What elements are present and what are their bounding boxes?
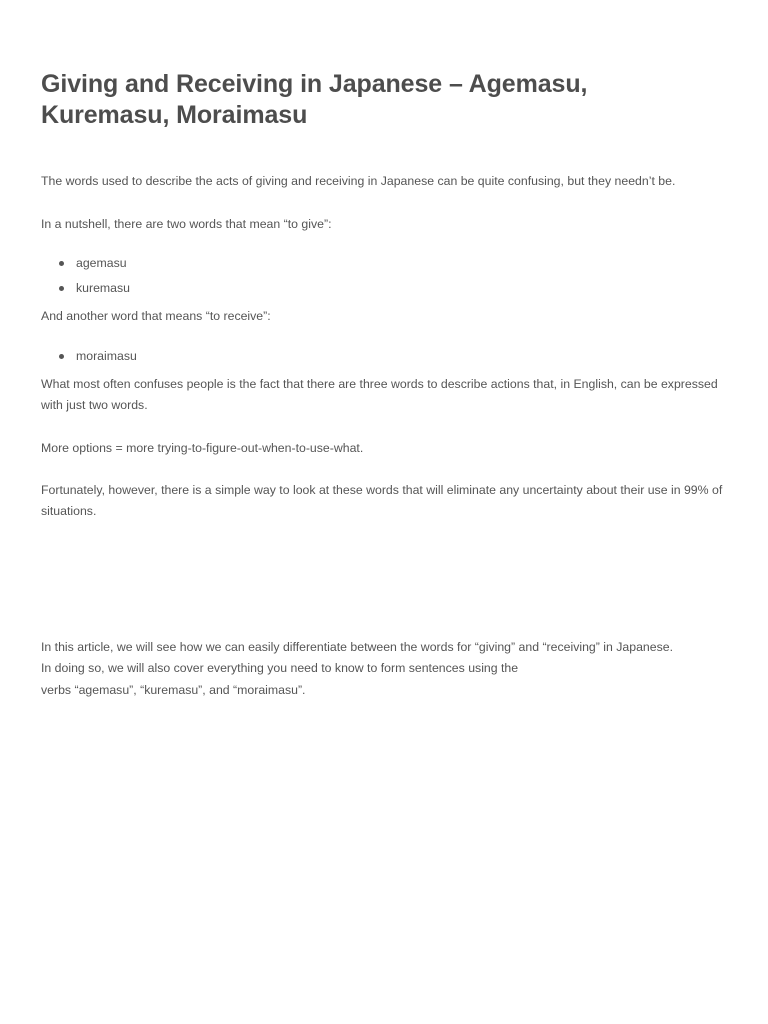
article-scope-line-2: In doing so, we will also cover everything you need to know to form sentences using the xyxy=(41,661,519,675)
list-item-label: moraimasu xyxy=(76,349,137,363)
list-item-label: kuremasu xyxy=(76,281,130,295)
list-item xyxy=(41,276,130,301)
options-paragraph: More options = more trying-to-figure-out-when-to-use-what. xyxy=(41,441,364,455)
give-words-list xyxy=(41,251,130,301)
intro-paragraph: The words used to describe the acts of giving and receiving in Japanese can be quite confusing, but they needn’t be. xyxy=(41,174,676,188)
article-title: Giving and Receiving in Japanese – Agemasu, Kuremasu, Moraimasu xyxy=(41,70,588,129)
receive-intro-paragraph: And another word that means “to receive”: xyxy=(41,309,271,323)
article-scope-line-3: verbs “agemasu”, “kuremasu”, and “moraimasu”. xyxy=(41,683,306,697)
list-item xyxy=(41,251,130,276)
fortunately-paragraph: Fortunately, however, there is a simple way to look at these words that will eliminate any uncertainty about their use in 99% of situations. xyxy=(41,483,723,518)
list-item-label: agemasu xyxy=(76,256,127,270)
bullet-icon xyxy=(59,261,64,266)
bullet-icon xyxy=(59,286,64,291)
bullet-icon xyxy=(59,354,64,359)
list-item xyxy=(41,344,137,369)
give-intro-paragraph: In a nutshell, there are two words that mean “to give”: xyxy=(41,217,332,231)
confusion-paragraph: What most often confuses people is the fact that there are three words to describe actions that, in English, can be expressed with just two words. xyxy=(41,377,718,412)
article-scope-line-1: In this article, we will see how we can easily differentiate between the words for “giving” and “receiving” in Japanese. xyxy=(41,640,674,654)
receive-words-list xyxy=(41,344,137,369)
